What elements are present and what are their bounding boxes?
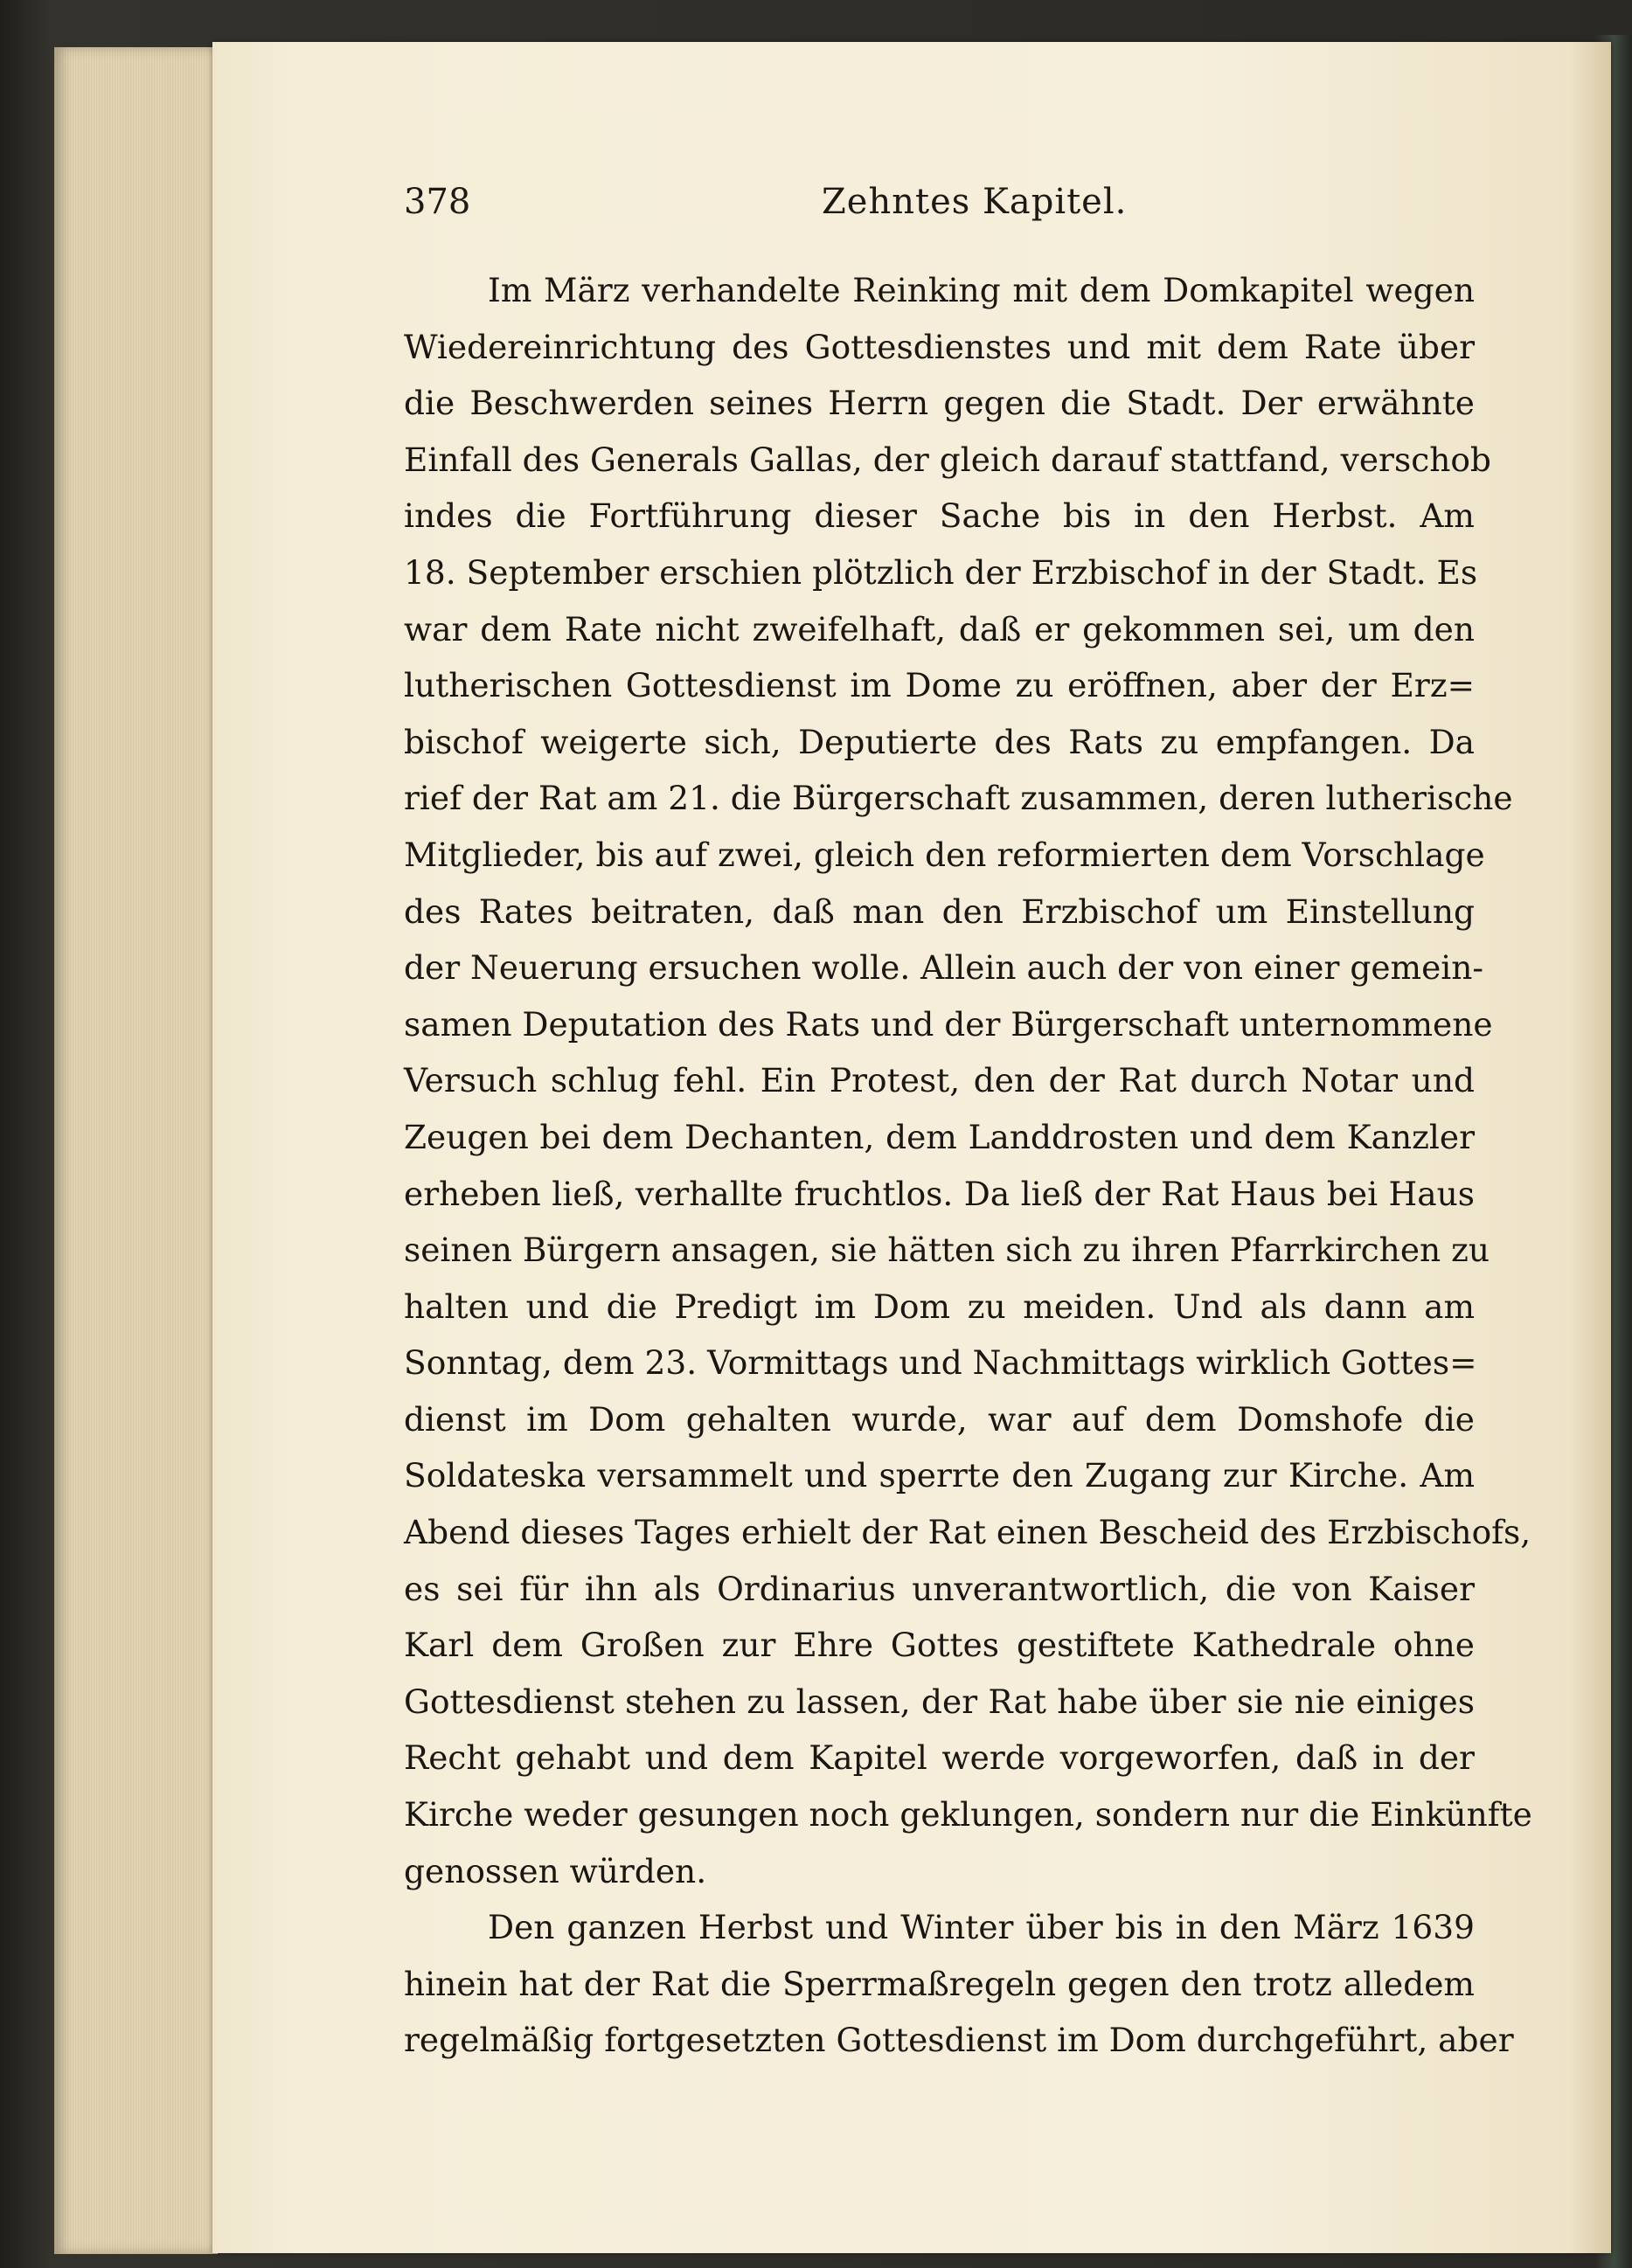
text-line: war dem Rate nicht zweifelhaft, daß er gekommen sei, um den — [404, 609, 1475, 648]
running-title: Zehntes Kapitel. — [822, 182, 1128, 222]
text-line: erheben ließ, verhallte fruchtlos. Da ließ der Rat Haus bei Haus — [404, 1174, 1475, 1213]
text-line: die Beschwerden seines Herrn gegen die Stadt. Der erwähnte — [404, 384, 1475, 423]
page-number: 378 — [404, 182, 471, 222]
text-line: Abend dieses Tages erhielt der Rat einen Bescheid des Erzbischofs, — [404, 1513, 1531, 1552]
text-line: Kirche weder gesungen noch geklungen, sondern nur die Einkünfte — [404, 1795, 1532, 1835]
text-line: seinen Bürgern ansagen, sie hätten sich zu ihren Pfarrkirchen zu — [404, 1231, 1490, 1270]
text-line: Recht gehabt und dem Kapitel werde vorgeworfen, daß in der — [404, 1738, 1475, 1778]
text-line: Mitglieder, bis auf zwei, gleich den reformierten dem Vorschlage — [404, 835, 1485, 874]
text-line: bischof weigerte sich, Deputierte des Rats zu empfangen. Da — [404, 722, 1475, 761]
text-line: Soldateska versammelt und sperrte den Zugang zur Kirche. Am — [404, 1456, 1475, 1495]
text-line: des Rates beitraten, daß man den Erzbischof um Einstellung — [404, 891, 1475, 931]
text-line: dienst im Dom gehalten wurde, war auf dem Domshofe die — [404, 1399, 1475, 1439]
text-line: lutherischen Gottesdienst im Dome zu eröffnen, aber der Erz= — [404, 666, 1475, 705]
text-line: Gottesdienst stehen zu lassen, der Rat habe über sie nie einiges — [404, 1682, 1475, 1721]
text-line: rief der Rat am 21. die Bürgerschaft zusammen, deren lutherische — [404, 779, 1513, 818]
text-line: Im März verhandelte Reinking mit dem Domkapitel wegen — [488, 271, 1475, 309]
text-line: indes die Fortführung dieser Sache bis in den Herbst. Am — [404, 496, 1475, 536]
text-line: hinein hat der Rat die Sperrmaßregeln gegen den trotz alledem — [404, 1964, 1475, 2003]
text-line: halten und die Predigt im Dom zu meiden. Und als dann am — [404, 1287, 1475, 1326]
text-line: regelmäßig fortgesetzten Gottesdienst im Dom durchgeführt, aber — [404, 2021, 1514, 2060]
text-line: 18. September erschien plötzlich der Erzbischof in der Stadt. Es — [404, 552, 1478, 592]
text-line: samen Deputation des Rats und der Bürgerschaft unternommene — [404, 1004, 1493, 1044]
text-line: es sei für ihn als Ordinarius unverantwortlich, die von Kaiser — [404, 1569, 1475, 1608]
text-line: Den ganzen Herbst und Winter über bis in den März 1639 — [488, 1908, 1475, 1947]
text-line: der Neuerung ersuchen wolle. Allein auch der von einer gemein- — [404, 948, 1484, 988]
text-line: Versuch schlug fehl. Ein Protest, den der Rat durch Notar und — [404, 1061, 1475, 1100]
page-block-edge — [54, 47, 218, 2254]
body-text — [404, 262, 1532, 2069]
text-line: Wiedereinrichtung des Gottesdienstes und mit dem Rate über — [404, 327, 1475, 366]
paragraph — [404, 1899, 1514, 2069]
text-line: Zeugen bei dem Dechanten, dem Landdrosten und dem Kanzler — [404, 1117, 1475, 1156]
text-line: genossen würden. — [404, 1851, 707, 1890]
paragraph — [404, 262, 1532, 1899]
text-line: Sonntag, dem 23. Vormittags und Nachmittags wirklich Gottes= — [404, 1343, 1477, 1383]
text-line: Karl dem Großen zur Ehre Gottes gestiftete Kathedrale ohne — [404, 1626, 1475, 1665]
text-line: Einfall des Generals Gallas, der gleich darauf stattfand, verschob — [404, 440, 1491, 479]
